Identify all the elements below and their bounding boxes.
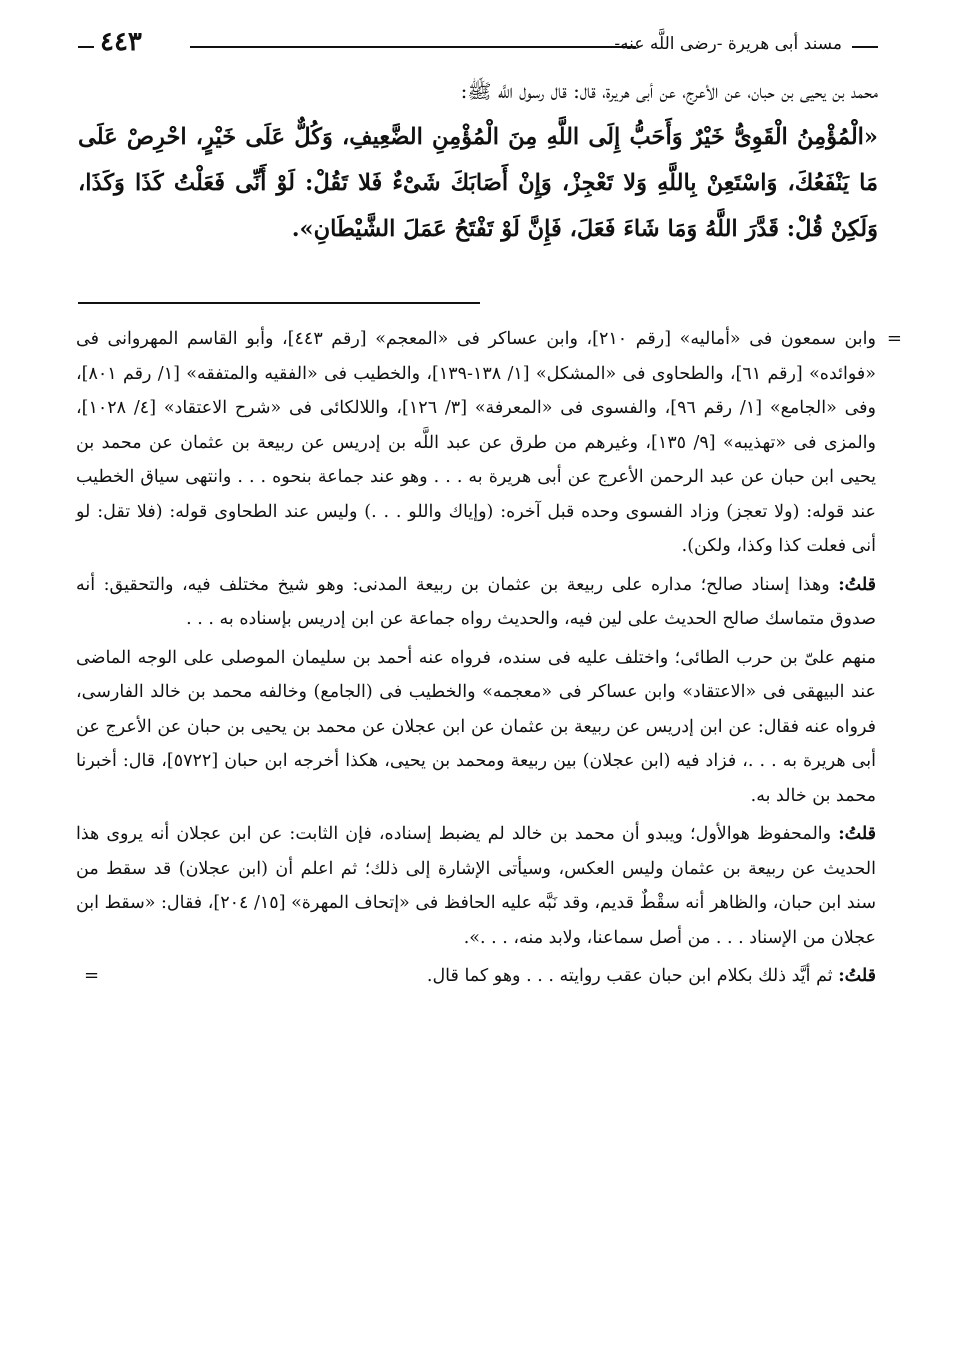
footnote-paragraph: وابن سمعون فى «أماليه» [رقم ٢١٠]، وابن عساكر فى «المعجم» [رقم ٤٤٣]، وأبو القاسم المهروانى فى «فوائده» [رقم ٦١]، والطحاوى فى «المشكل» [١/ ١٣٨-١٣٩]، والخطيب فى «الفقيه والمتفقه» [١/ رقم ٨٠١]، وفى «الجامع» [١/ رقم ٩٦]، والفسوى فى «المعرفة» [٣/ ١٢٦]، واللالكائى فى «شرح الاعتقاد» [٤/ ١٠٢٨]، والمزى فى «تهذيبه» [٩/ ١٣٥]، وغيرهم من طرق عن عبد اللَّه بن إدريس عن ربيعة بن عثمان عن محمد بن يحيى ابن حبان عن عبد الرحمن الأعرج عن أبى هريرة به . . . وهو عند جماعة بنحوه . . . وانتهى سياق الخطيب عند قوله: (ولا تعجز) وزاد الفسوى وحده قبل آخره: (وإياك واللو . . .) وليس عند الطحاوى قوله: (فلا تقل: لو أنى فعلت كذا وكذا، ولكن). (76, 329, 876, 556)
footnote-separator (78, 302, 480, 304)
continuation-mark-end: = (84, 965, 100, 986)
note-text: ثم أيَّد ذلك بكلام ابن حبان عقب روايته . . . وهو كما قال. (426, 966, 839, 986)
note-label: قلتُ: (838, 574, 876, 595)
main-text (78, 68, 878, 252)
header-title: مسند أبى هريرة -رضى اللَّه عنه- (614, 34, 842, 54)
header-dash-right (852, 46, 878, 48)
hadith-matn: «الْمُؤْمِنُ الْقَوِىُّ خَيْرٌ وَأَحَبُّ إِلَى اللَّهِ مِنَ الْمُؤْمِنِ الضَّعِيفِ، وَكُلٌّ عَلَى خَيْرٍ، احْرِصْ عَلَى مَا يَنْفَعُكَ، وَاسْتَعِنْ بِاللَّهِ وَلا تَعْجِزْ، وَإِنْ أَصَابَكَ شَىْءٌ فَلا تَقُلْ: لَوْ أَنِّى فَعَلْتُ كَذَا وَكَذَا، وَلَكِنْ قُلْ: قَدَّرَ اللَّهُ وَمَا شَاءَ فَعَلَ، فَإِنَّ لَوْ تَفْتَحُ عَمَلَ الشَّيْطَانِ». (78, 124, 878, 242)
note-text: والمحفوظ هوالأول؛ ويبدو أن محمد بن خالد لم يضبط إسناده، فإن الثابت: عن ابن عجلان أنه يروى هذا الحديث عن ربيعة بن عثمان وليس العكس، وسيأتى الإشارة إلى ذلك؛ ثم اعلم أن (ابن عجلان) قد سقط من سند ابن حبان، والظاهر أنه سقْطٌ قديم، وقد نَبَّه عليه الحافظ فى «إتحاف المهرة» [١٥/ ٢٠٤]، فقال: «سقط ابن عجلان من الإسناد . . . من أصل سماعنا، ولابد منه، . . .». (75, 824, 876, 948)
note-text: وهذا إسناد صالح؛ مداره على ربيعة بن عثمان بن ربيعة المدنى: وهو شيخ مختلف فيه، والتحقيق: أنه صدوق متماسك صالح الحديث على لين فيه، والحديث رواه جماعة عن ابن إدريس بإسناده به . . . (76, 574, 876, 629)
footnote-paragraph (76, 817, 876, 955)
footnotes (75, 322, 902, 998)
note-label: قلتُ: (838, 966, 876, 986)
note-label: قلتُ: (838, 824, 876, 844)
footnote-paragraph (76, 959, 876, 994)
continuation-mark-start: = (886, 328, 902, 349)
page-number: ٤٤٣ (100, 27, 142, 57)
footnote-paragraph: منهم علىّ بن حرب الطائى؛ واختلف عليه فى سنده، فرواه عنه أحمد بن سليمان الموصلى على الوجه الماضى عند البيهقى فى «الاعتقاد» وابن عساكر فى «معجمه» والخطيب فى (الجامع) وخالفه محمد بن خالد الفارسى، فرواه عنه فقال: عن ابن إدريس عن ربيعة بن عثمان عن ابن عجلان عن محمد بن يحيى بن حبان عن الأعرج عن أبى هريرة به . . .، فزاد فيه (ابن عجلان) بين ربيعة ومحمد بن يحيى، هكذا أخرجه ابن حبان [٥٧٢٢]، قال: أخبرنا محمد بن خالد به. (76, 647, 876, 806)
header-rule (190, 46, 636, 48)
header-dash-left (78, 46, 94, 48)
running-header (78, 27, 878, 64)
isnad-text: محمد بن يحيى بن حبان، عن الأعرج، عن أبى هريرة، قال: قال رسول اللَّه ﷺ: (460, 79, 878, 103)
footnote-paragraph (76, 568, 876, 637)
